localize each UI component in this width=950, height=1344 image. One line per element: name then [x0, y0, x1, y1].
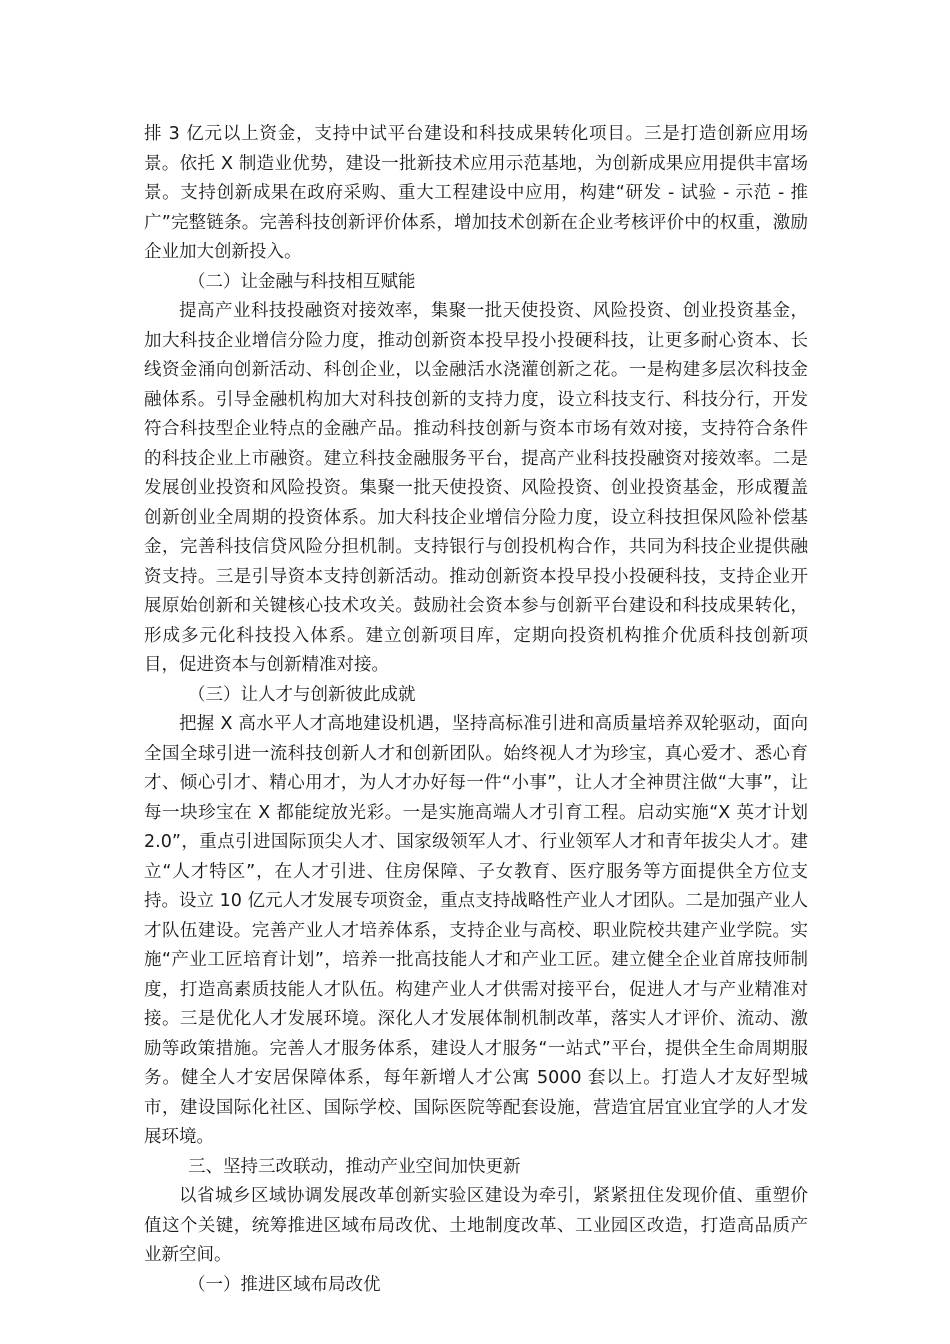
section-heading: （一）推进区域布局改优 [188, 1274, 381, 1295]
chapter-heading: 三、坚持三改联动，推动产业空间加快更新 [188, 1156, 521, 1177]
body-paragraph: 以省城乡区域协调发展改革创新实验区建设为牵引，紧紧扭住发现价值、重塑价值这个关键，统筹推进区域布局改优、土地制度改革、工业园区改造，打造高品质产业新空间。 [144, 1186, 808, 1265]
body-paragraph: 把握 X 高水平人才高地建设机遇，坚持高标准引进和高质量培养双轮驱动，面向全国全球引进一流科技创新人才和创新团队。始终视人才为珍宝，真心爱才、悉心育才、倾心引才、精心用才，为人才办好每一件“小事”，让人才全神贯注做“大事”，让每一块珍宝在 X 都能绽放光彩。一是实施高端人才引育工程。启动实施“X 英才计划 2.0”，重点引进国际顶尖人才、国家级领军人才、行业领军人才和青年拔尖人才。建立“人才特区”，在人才引进、住房保障、子女教育、医疗服务等方面提供全方位支持。设立 10 亿元人才发展专项资金，重点支持战略性产业人才团队。二是加强产业人才队伍建设。完善产业人才培养体系，支持企业与高校、职业院校共建产业学院。实施“产业工匠培育计划”，培养一批高技能人才和产业工匠。建立健全企业首席技师制度，打造高素质技能人才队伍。构建产业人才供需对接平台，促进人才与产业精准对接。三是优化人才发展环境。深化人才发展体制机制改革，落实人才评价、流动、激励等政策措施。完善人才服务体系，建设人才服务“一站式”平台，提供全生命周期服务。健全人才安居保障体系，每年新增人才公寓 5000 套以上。打造人才友好型城市，建设国际化社区、国际学校、国际医院等配套设施，营造宜居宜业宜学的人才发展环境。 [144, 714, 808, 1147]
section-heading: （二）让金融与科技相互赋能 [188, 271, 416, 292]
body-paragraph: 排 3 亿元以上资金，支持中试平台建设和科技成果转化项目。三是打造创新应用场景。依托 X 制造业优势，建设一批新技术应用示范基地，为创新成果应用提供丰富场景。支持创新成果在政府采购、重大工程建设中应用，构建“研发 - 试验 - 示范 - 推广”完整链条。完善科技创新评价体系，增加技术创新在企业考核评价中的权重，激励企业加大创新投入。 [144, 124, 808, 262]
section-heading: （三）让人才与创新彼此成就 [188, 684, 416, 705]
document-page [144, 120, 808, 1300]
body-paragraph: 提高产业科技投融资对接效率，集聚一批天使投资、风险投资、创业投资基金，加大科技企业增信分险力度，推动创新资本投早投小投硬科技，让更多耐心资本、长线资金涌向创新活动、科创企业，以金融活水浇灌创新之花。一是构建多层次科技金融体系。引导金融机构加大对科技创新的支持力度，设立科技支行、科技分行，开发符合科技型企业特点的金融产品。推动科技创新与资本市场有效对接，支持符合条件的科技企业上市融资。建立科技金融服务平台，提高产业科技投融资对接效率。二是发展创业投资和风险投资。集聚一批天使投资、风险投资、创业投资基金，形成覆盖创新创业全周期的投资体系。加大科技企业增信分险力度，设立科技担保风险补偿基金，完善科技信贷风险分担机制。支持银行与创投机构合作，共同为科技企业提供融资支持。三是引导资本支持创新活动。推动创新资本投早投小投硬科技，支持企业开展原始创新和关键核心技术攻关。鼓励社会资本参与创新平台建设和科技成果转化，形成多元化科技投入体系。建立创新项目库，定期向投资机构推介优质科技创新项目，促进资本与创新精准对接。 [144, 301, 808, 675]
